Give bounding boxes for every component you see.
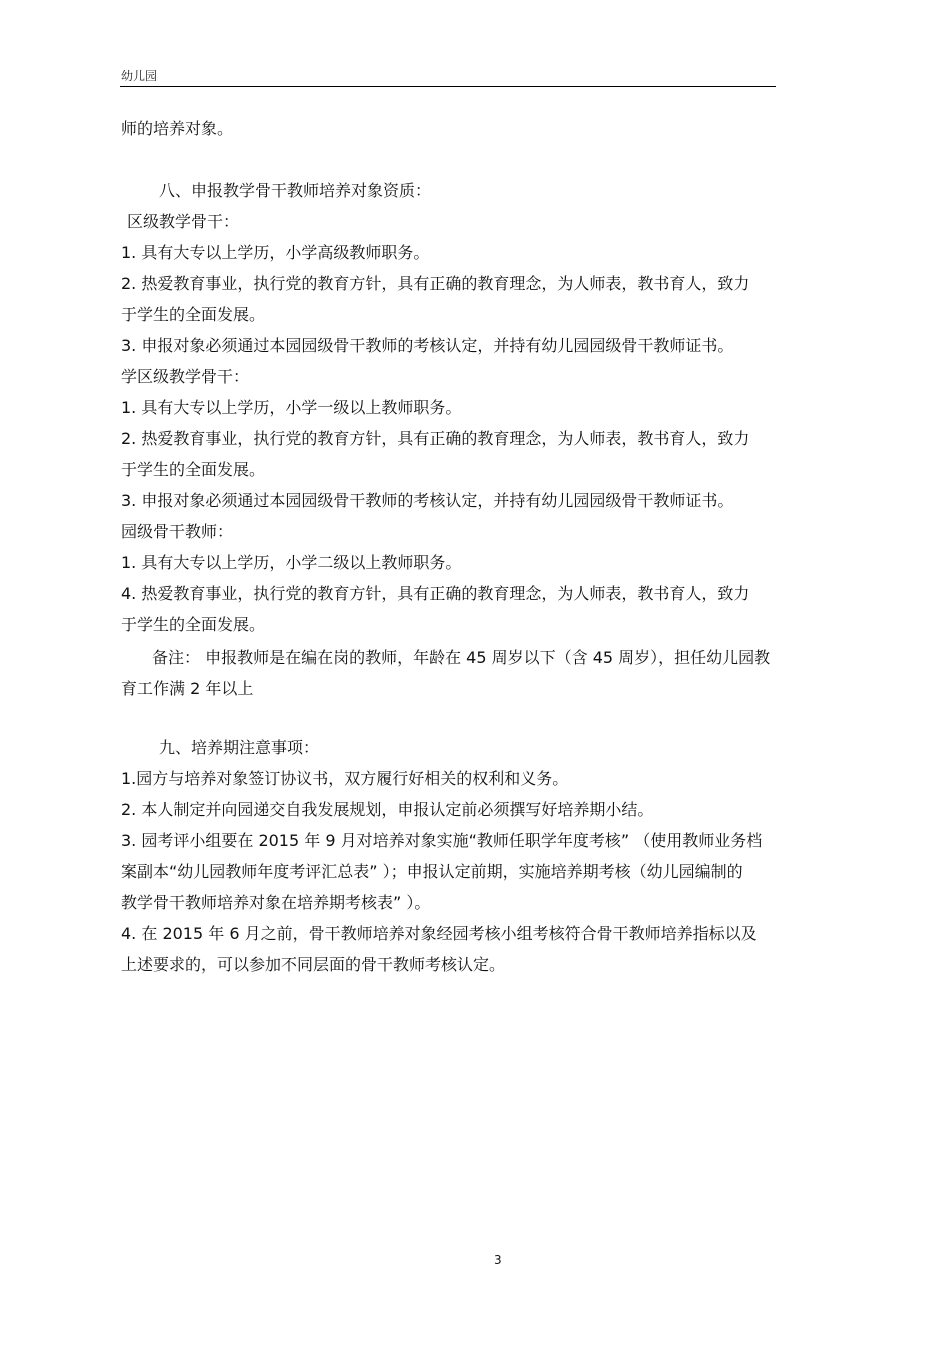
text-line: 于学生的全面发展。 xyxy=(121,615,266,634)
text-line: 3. 申报对象必须通过本园园级骨干教师的考核认定，并持有幼儿园园级骨干教师证书。 xyxy=(121,336,734,355)
text-line: 案副本“幼儿园教师年度考评汇总表” ）；申报认定前期，实施培养期考核（幼儿园编制的 xyxy=(121,862,743,881)
text-line: 3. 申报对象必须通过本园园级骨干教师的考核认定，并持有幼儿园园级骨干教师证书。 xyxy=(121,491,734,510)
section-heading: 九、培养期注意事项： xyxy=(159,738,320,757)
text-line: 2. 热爱教育事业，执行党的教育方针，具有正确的教育理念，为人师表，教书育人，致力 xyxy=(121,274,750,293)
note-line: 备注： 申报教师是在编在岗的教师，年龄在 45 周岁以下（含 45 周岁），担任幼儿园教 xyxy=(152,648,771,667)
header-rule xyxy=(120,86,776,87)
text-line: 2. 热爱教育事业，执行党的教育方针，具有正确的教育理念，为人师表，教书育人，致力 xyxy=(121,429,750,448)
text-line: 教学骨干教师培养对象在培养期考核表” ）。 xyxy=(121,893,431,912)
note-line: 育工作满 2 年以上 xyxy=(121,679,254,698)
subsection-heading: 园级骨干教师： xyxy=(121,522,234,541)
text-line: 于学生的全面发展。 xyxy=(121,460,266,479)
text-line: 于学生的全面发展。 xyxy=(121,305,266,324)
text-line: 4. 热爱教育事业，执行党的教育方针，具有正确的教育理念，为人师表，教书育人，致力 xyxy=(121,584,750,603)
subsection-heading: 学区级教学骨干： xyxy=(121,367,250,386)
text-line: 1. 具有大专以上学历，小学一级以上教师职务。 xyxy=(121,398,462,417)
text-line: 3. 园考评小组要在 2015 年 9 月对培养对象实施“教师任职学年度考核” （使用教师业务档 xyxy=(121,831,763,850)
text-line: 1. 具有大专以上学历，小学高级教师职务。 xyxy=(121,243,430,262)
text-line: 4. 在 2015 年 6 月之前，骨干教师培养对象经园考核小组考核符合骨干教师培养指标以及 xyxy=(121,924,757,943)
text-line: 上述要求的，可以参加不同层面的骨干教师考核认定。 xyxy=(121,955,506,974)
text-line: 1. 具有大专以上学历，小学二级以上教师职务。 xyxy=(121,553,462,572)
section-heading: 八、申报教学骨干教师培养对象资质： xyxy=(159,181,432,200)
header-title: 幼儿园 xyxy=(121,69,158,83)
text-line: 2. 本人制定并向园递交自我发展规划，申报认定前必须撰写好培养期小结。 xyxy=(121,800,654,819)
text-line: 1.园方与培养对象签订协议书，双方履行好相关的权利和义务。 xyxy=(121,769,569,788)
subsection-heading: 区级教学骨干： xyxy=(127,212,240,231)
text-line: 师的培养对象。 xyxy=(121,119,234,138)
page-number: 3 xyxy=(494,1253,502,1267)
